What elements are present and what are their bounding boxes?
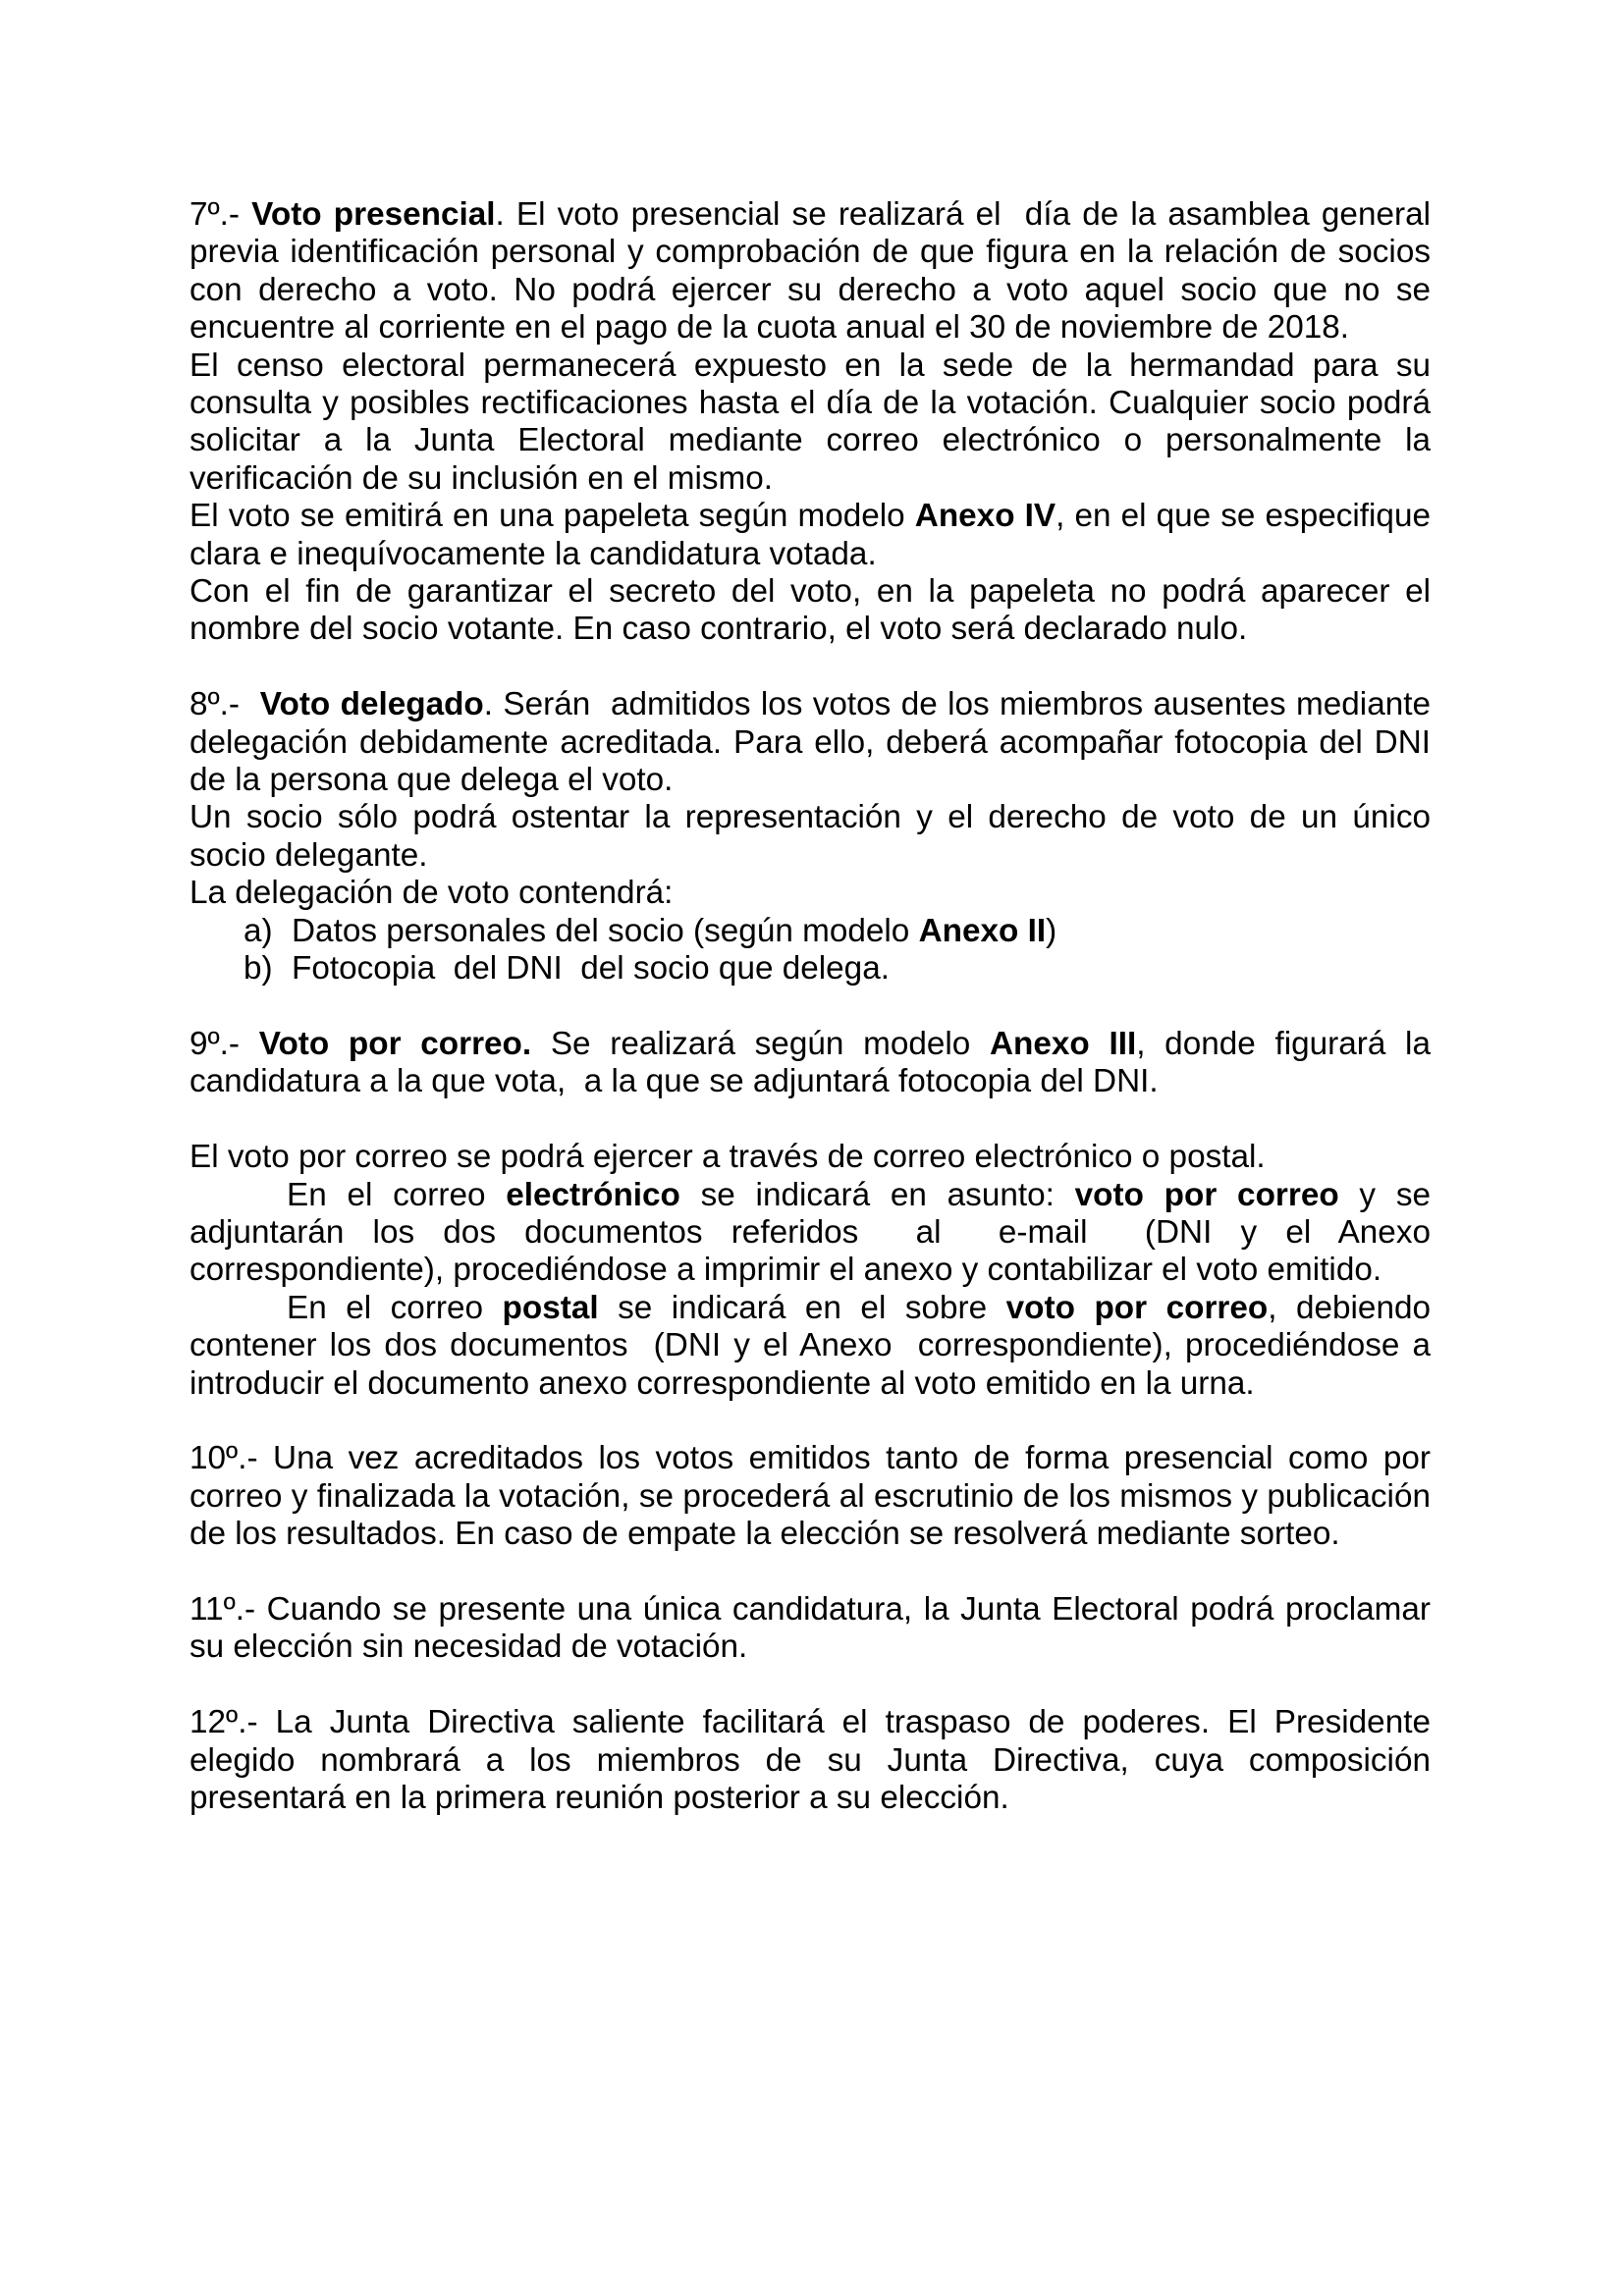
bold-text-run: Anexo III xyxy=(990,1025,1137,1062)
paragraph xyxy=(189,573,1431,649)
bold-text-run: Anexo II xyxy=(918,912,1047,949)
text-run: Un socio sólo podrá ostentar la representación y el derecho de voto de un único socio delegante. xyxy=(189,799,1431,874)
text-run: Con el fin de garantizar el secreto del voto, en la papeleta no podrá aparecer el nombre del socio votante. En caso contrario, el voto será declarado nulo. xyxy=(189,573,1431,648)
paragraph xyxy=(189,799,1431,875)
bold-text-run: Voto por correo. xyxy=(258,1025,532,1062)
text-run: . Serán admitidos los votos de los miembros ausentes mediante delegación debidamente acreditada. Para ello, deberá acompañar fotocopia del DNI de la persona que delega el voto. xyxy=(189,686,1432,799)
bold-text-run: voto por correo xyxy=(1005,1289,1269,1326)
paragraph xyxy=(189,1139,1431,1176)
paragraph xyxy=(189,1290,1431,1403)
paragraph-spacer xyxy=(189,988,1431,1026)
text-run: y se adjuntarán los dos documentos referidos al e-mail (DNI y el Anexo correspondiente), procediéndose a imprimir el anexo y contabilizar el voto emitido. xyxy=(189,1176,1431,1289)
text-run: Datos personales del socio (según modelo xyxy=(292,912,919,949)
bold-text-run: Anexo IV xyxy=(914,498,1056,535)
paragraph-spacer xyxy=(189,1554,1431,1591)
text-run: se indicará en el sobre xyxy=(598,1289,1006,1326)
paragraph xyxy=(189,875,1431,912)
text-run: . El voto presencial se realizará el día de la asamblea general previa identificación personal y comprobación de que figura en la relación de socios con derecho a voto. No podrá ejercer su derecho a voto aquel socio que no se encuentre al corriente en el pago de la cuota anual el 30 de noviembre de 2018. xyxy=(189,196,1431,347)
text-run: , donde figurará la candidatura a la que vota, a la que se adjuntará fotocopia del DNI. xyxy=(189,1025,1431,1100)
text-run: 11º.- Cuando se presente una única candidatura, la Junta Electoral podrá proclamar su elección sin necesidad de votación. xyxy=(189,1590,1431,1666)
text-run: ) xyxy=(1046,912,1057,949)
bold-text-run: postal xyxy=(502,1289,599,1326)
paragraph xyxy=(189,1704,1431,1817)
paragraph xyxy=(189,1440,1431,1553)
text-run: se indicará en asunto: xyxy=(679,1176,1075,1213)
document-body xyxy=(189,196,1431,1817)
text-run: El voto por correo se podrá ejercer a través de correo electrónico o postal. xyxy=(189,1139,1266,1176)
list-marker: a) xyxy=(244,912,273,949)
text-run: En el correo xyxy=(287,1176,507,1213)
paragraph xyxy=(189,347,1431,499)
text-run: 12º.- La Junta Directiva saliente facilitará el traspaso de poderes. El Presidente elegido nombrará a los miembros de su Junta Directiva, cuya composición presentará en la primera reunión posterior a su elección. xyxy=(189,1704,1431,1816)
bold-text-run: Voto presencial xyxy=(251,196,496,233)
paragraph-spacer xyxy=(189,1101,1431,1139)
paragraph xyxy=(189,1026,1431,1101)
text-run: , en el que se especifique clara e inequívocamente la candidatura votada. xyxy=(189,498,1431,572)
text-run: 10º.- Una vez acreditados los votos emitidos tanto de forma presencial como por correo y finalizada la votación, se procederá al escrutinio de los mismos y publicación de los resultados. En caso de empate la elección se resolverá mediante sorteo. xyxy=(189,1440,1431,1553)
paragraph-spacer xyxy=(189,649,1431,686)
list-item xyxy=(189,950,1431,988)
paragraph-spacer xyxy=(189,1403,1431,1440)
text-run: Fotocopia del DNI del socio que delega. xyxy=(292,950,890,988)
bold-text-run: voto por correo xyxy=(1074,1176,1339,1213)
paragraph-spacer xyxy=(189,1667,1431,1704)
paragraph xyxy=(189,686,1431,799)
paragraph xyxy=(189,1591,1431,1667)
paragraph xyxy=(189,1177,1431,1290)
bold-text-run: electrónico xyxy=(506,1176,680,1213)
text-run: El censo electoral permanecerá expuesto en la sede de la hermandad para su consulta y posibles rectificaciones hasta el día de la votación. Cualquier socio podrá solicitar a la Junta Electoral mediante correo electrónico o personalmente la verificación de su inclusión en el mismo. xyxy=(189,347,1431,497)
text-run: 9º.- xyxy=(189,1025,259,1062)
text-run: El voto se emitirá en una papeleta según modelo xyxy=(189,498,915,535)
text-run: , debiendo contener los dos documentos (DNI y el Anexo correspondiente), procediéndose a introducir el documento anexo correspondiente al voto emitido en la urna. xyxy=(189,1289,1431,1402)
text-run: La delegación de voto contendrá: xyxy=(189,875,674,912)
list-marker: b) xyxy=(244,950,273,988)
text-run: Se realizará según modelo xyxy=(531,1025,990,1062)
list-item xyxy=(189,913,1431,950)
text-run: 7º.- xyxy=(189,196,252,233)
bold-text-run: Voto delegado xyxy=(259,686,484,723)
paragraph xyxy=(189,196,1431,347)
paragraph xyxy=(189,498,1431,573)
text-run: En el correo xyxy=(287,1289,503,1326)
text-run: 8º.- xyxy=(189,686,260,723)
